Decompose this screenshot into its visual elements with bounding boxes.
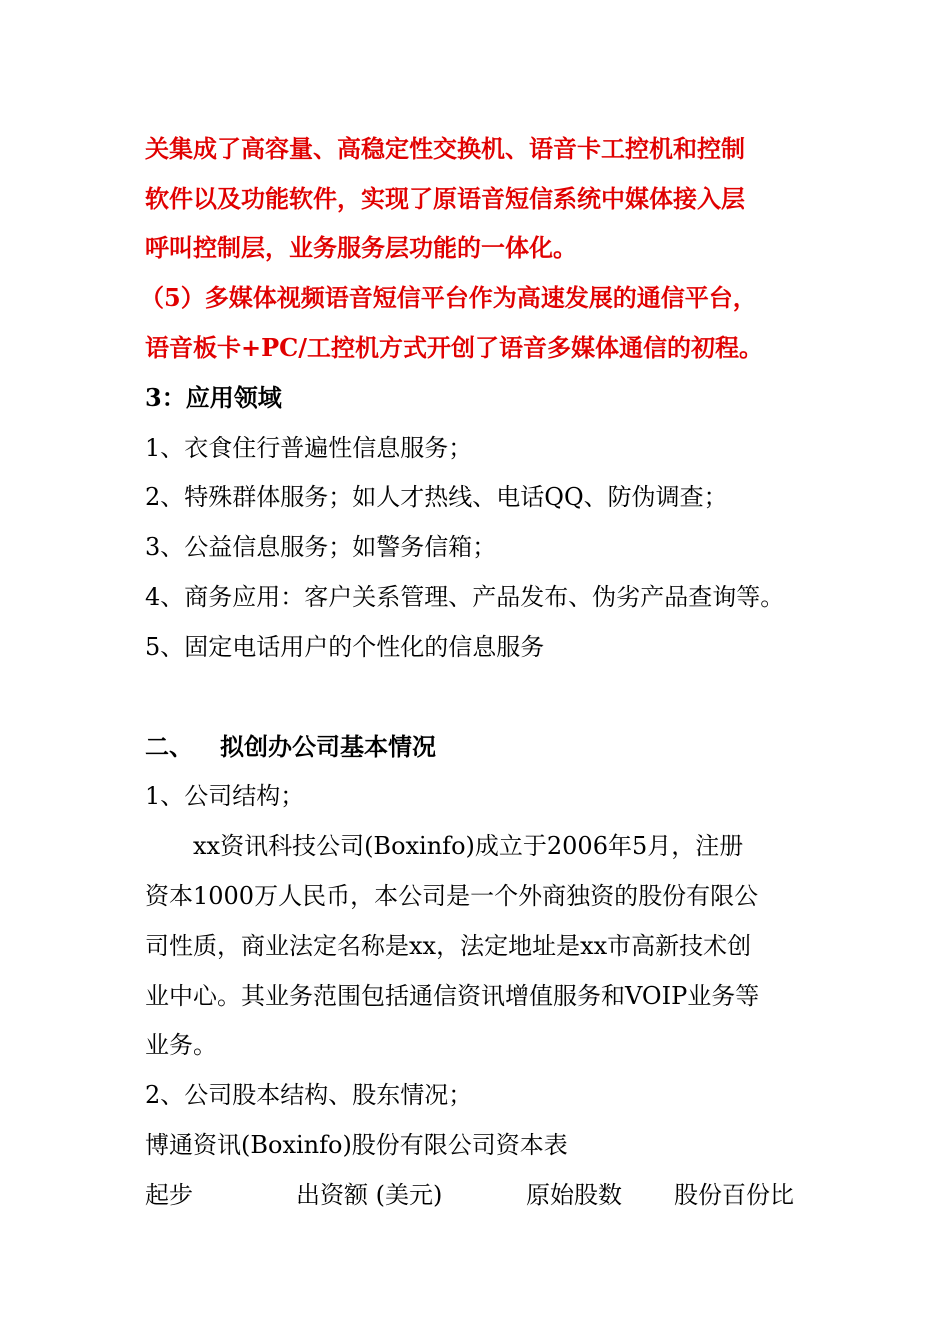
table-header-investment: 出资额 (美元) [296, 1181, 443, 1209]
section-two-title: 拟创办公司基本情况 [220, 732, 436, 761]
red-paragraph-line-5: 语音板卡+PC/工控机方式开创了语音多媒体通信的初程。 [145, 333, 764, 362]
company-para-line-4: 业中心。其业务范围包括通信资讯增值服务和VOIP业务等 [145, 982, 760, 1010]
capital-table-title: 博通资讯(Boxinfo)股份有限公司资本表 [145, 1131, 568, 1159]
section3-item-5: 5、固定电话用户的个性化的信息服务 [145, 633, 545, 661]
table-header-share-percentage: 股份百份比 [674, 1181, 794, 1209]
section3-item-4: 4、商务应用：客户关系管理、产品发布、伪劣产品查询等。 [145, 583, 785, 611]
red-paragraph-line-1: 关集成了高容量、高稳定性交换机、语音卡工控机和控制 [145, 134, 745, 163]
section-two-number: 二、 [145, 732, 193, 761]
subheading-shareholding: 2、公司股本结构、股东情况； [145, 1081, 473, 1109]
section3-item-3: 3、公益信息服务；如警务信箱； [145, 533, 497, 561]
table-header-start: 起步 [145, 1181, 193, 1209]
red-paragraph-line-3: 呼叫控制层，业务服务层功能的一体化。 [145, 233, 577, 262]
company-para-line-5: 业务。 [145, 1031, 217, 1059]
table-header-original-shares: 原始股数 [526, 1181, 622, 1209]
section3-heading: 3：应用领域 [145, 383, 282, 412]
company-para-line-3: 司性质，商业法定名称是xx，法定地址是xx市高新技术创 [145, 932, 752, 960]
company-para-line-1: xx资讯科技公司(Boxinfo)成立于2006年5月，注册 [193, 832, 744, 860]
company-para-line-2: 资本1000万人民币，本公司是一个外商独资的股份有限公 [145, 882, 759, 910]
red-paragraph-line-2: 软件以及功能软件，实现了原语音短信系统中媒体接入层 [145, 184, 745, 213]
section3-item-1: 1、衣食住行普遍性信息服务； [145, 434, 473, 462]
section3-item-2: 2、特殊群体服务；如人才热线、电话QQ、防伪调查； [145, 483, 728, 511]
red-paragraph-line-4: （5）多媒体视频语音短信平台作为高速发展的通信平台， [140, 283, 757, 312]
subheading-company-structure: 1、公司结构； [145, 782, 305, 810]
